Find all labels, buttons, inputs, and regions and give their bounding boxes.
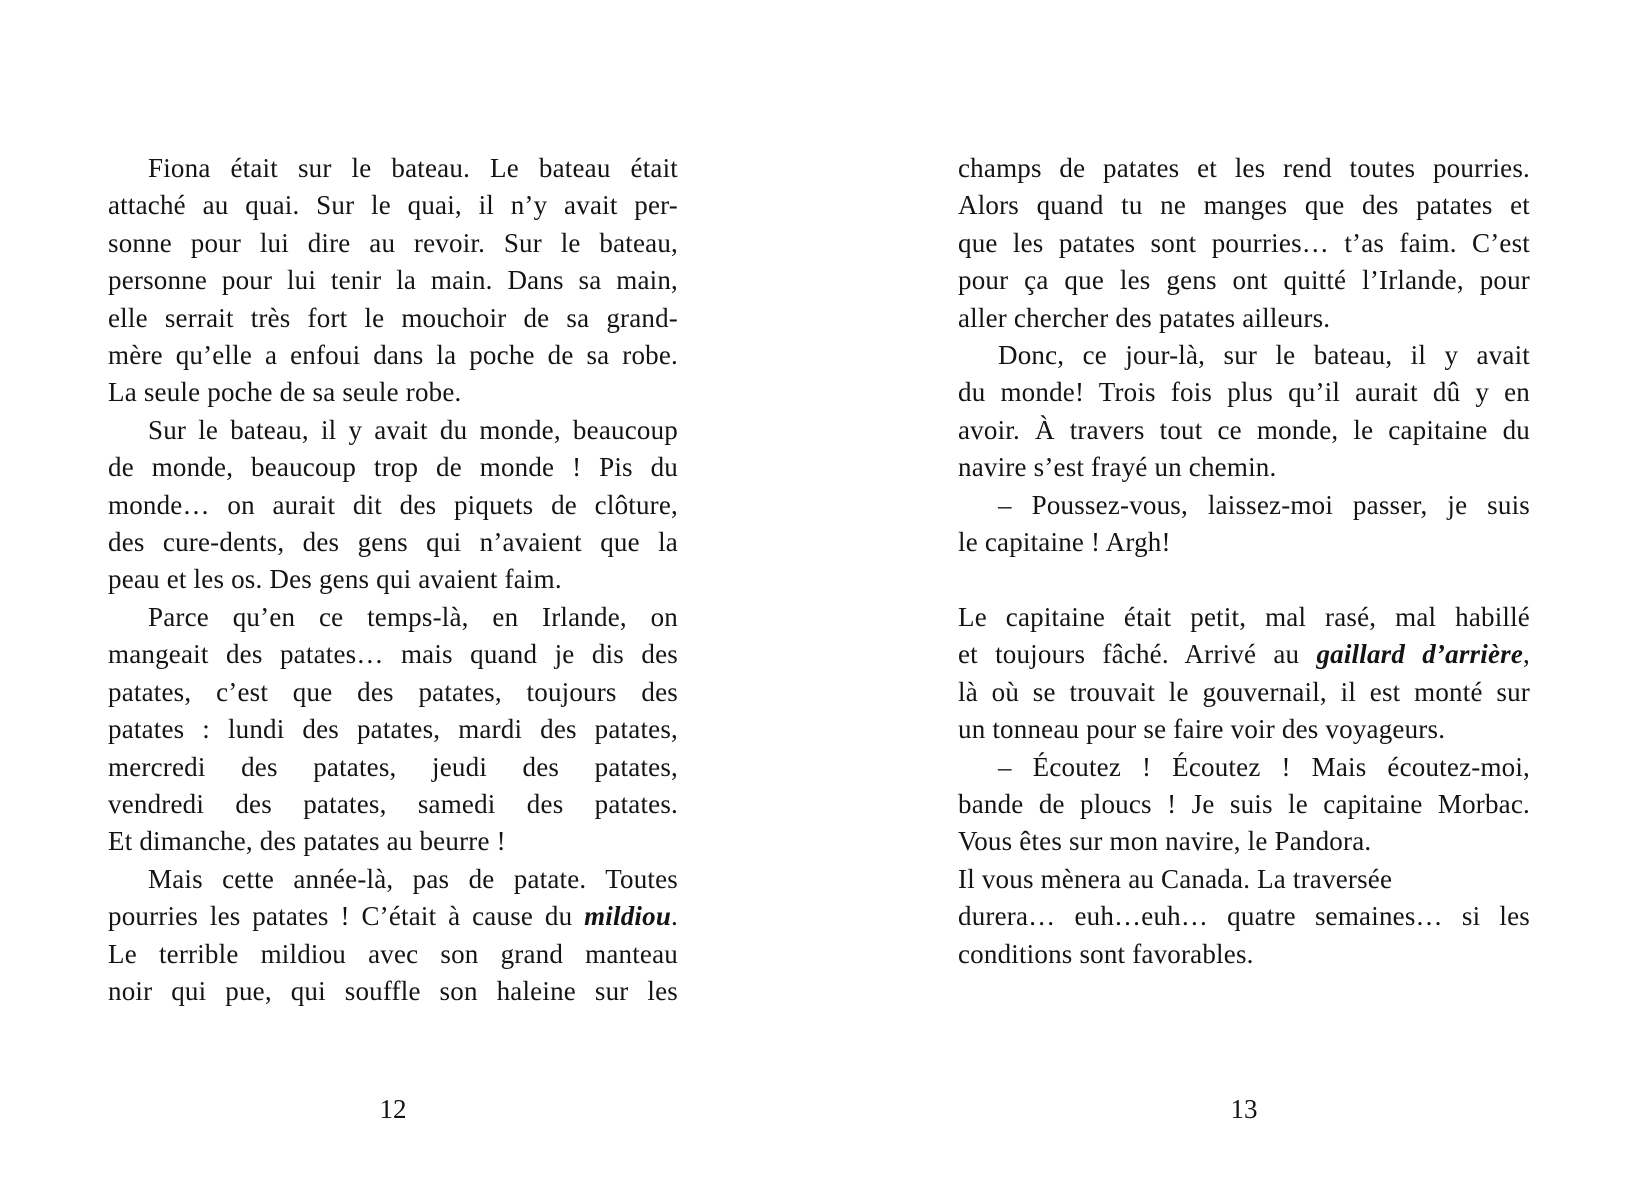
text-line bbox=[958, 487, 1530, 524]
text-line bbox=[958, 524, 1530, 561]
text-segment: , bbox=[1523, 639, 1530, 670]
text-line bbox=[958, 262, 1530, 299]
text-segment: Le terrible mildiou avec son grand manteau bbox=[108, 938, 678, 969]
page-left-number: 12 bbox=[379, 1094, 407, 1124]
text-line bbox=[108, 936, 678, 973]
text-line bbox=[958, 412, 1530, 449]
text-segment: – Écoutez ! Écoutez ! Mais écoutez-moi, bbox=[998, 751, 1530, 782]
text-segment: Alors quand tu ne manges que des patates et bbox=[958, 190, 1530, 221]
text-line bbox=[108, 524, 678, 561]
text-line bbox=[958, 374, 1530, 411]
text-line bbox=[958, 749, 1530, 786]
text-segment: patates : lundi des patates, mardi des patates, bbox=[108, 714, 678, 745]
text-line bbox=[108, 337, 678, 374]
text-segment: champs de patates et les rend toutes pourries. bbox=[958, 153, 1530, 183]
text-segment: avoir. À travers tout ce monde, le capitaine du bbox=[958, 414, 1530, 445]
text-segment: patates, c’est que des patates, toujours des bbox=[108, 676, 678, 707]
text-segment: mère qu’elle a enfoui dans la poche de sa robe. bbox=[108, 340, 678, 371]
page-right-text bbox=[958, 150, 1530, 973]
text-segment: là où se trouvait le gouvernail, il est monté sur bbox=[958, 676, 1530, 707]
text-segment: sonne pour lui dire au revoir. Sur le bateau, bbox=[108, 227, 678, 258]
text-line bbox=[108, 674, 678, 711]
text-segment: du monde! Trois fois plus qu’il aurait dû y en bbox=[958, 377, 1530, 408]
text-segment: pourries les patates ! C’était à cause du bbox=[108, 901, 585, 932]
text-segment: Il vous mènera au Canada. La traversée bbox=[958, 863, 1393, 894]
text-segment: Sur le bateau, il y avait du monde, beaucoup bbox=[148, 414, 678, 445]
text-line bbox=[108, 300, 678, 337]
text-line bbox=[108, 187, 678, 224]
text-segment: personne pour lui tenir la main. Dans sa main, bbox=[108, 265, 678, 296]
text-segment: que les patates sont pourries… t’as faim. C’est bbox=[958, 227, 1530, 258]
text-segment: Mais cette année-là, pas de patate. Toutes bbox=[148, 863, 678, 894]
text-line bbox=[958, 636, 1530, 673]
text-segment: conditions sont favorables. bbox=[958, 938, 1254, 969]
text-line bbox=[108, 150, 678, 187]
text-segment: peau et les os. Des gens qui avaient faim. bbox=[108, 564, 562, 595]
text-segment: Fiona était sur le bateau. Le bateau était bbox=[148, 153, 678, 183]
text-segment: noir qui pue, qui souffle son haleine sur les bbox=[108, 975, 678, 1006]
text-segment: Et dimanche, des patates au beurre ! bbox=[108, 826, 506, 857]
text-line bbox=[108, 749, 678, 786]
text-segment: des cure-dents, des gens qui n’avaient que la bbox=[108, 527, 678, 558]
text-line bbox=[108, 786, 678, 823]
text-segment: mercredi des patates, jeudi des patates, bbox=[108, 751, 678, 782]
text-segment: elle serrait très fort le mouchoir de sa grand- bbox=[108, 302, 678, 333]
text-segment: durera… euh…euh… quatre semaines… si les bbox=[958, 901, 1530, 932]
text-segment: Donc, ce jour-là, sur le bateau, il y avait bbox=[998, 340, 1530, 371]
text-segment: aller chercher des patates ailleurs. bbox=[958, 302, 1331, 333]
text-line bbox=[108, 262, 678, 299]
text-segment: . bbox=[671, 901, 678, 932]
text-segment: bande de ploucs ! Je suis le capitaine Morbac. bbox=[958, 788, 1530, 819]
text-line bbox=[108, 561, 678, 598]
text-line bbox=[958, 300, 1530, 337]
text-segment: Vous êtes sur mon navire, le Pandora. bbox=[958, 826, 1372, 857]
text-line bbox=[958, 599, 1530, 636]
text-segment: navire s’est frayé un chemin. bbox=[958, 452, 1277, 483]
text-line bbox=[958, 449, 1530, 486]
text-line bbox=[108, 449, 678, 486]
text-line bbox=[958, 674, 1530, 711]
emphasis-bold-italic: gaillard d’arrière bbox=[1316, 639, 1524, 670]
text-segment: attaché au quai. Sur le quai, il n’y avait per- bbox=[108, 190, 678, 221]
text-segment: – Poussez-vous, laissez-moi passer, je suis bbox=[998, 489, 1530, 520]
text-line bbox=[108, 823, 678, 860]
text-line bbox=[958, 823, 1530, 860]
text-segment: le capitaine ! Argh! bbox=[958, 527, 1171, 558]
text-line bbox=[958, 150, 1530, 187]
text-segment: un tonneau pour se faire voir des voyageurs. bbox=[958, 714, 1446, 745]
text-segment: La seule poche de sa seule robe. bbox=[108, 377, 462, 408]
text-segment: de monde, beaucoup trop de monde ! Pis du bbox=[108, 452, 678, 483]
text-segment: monde… on aurait dit des piquets de clôture, bbox=[108, 489, 678, 520]
blank-line bbox=[958, 561, 1530, 598]
text-segment: Le capitaine était petit, mal rasé, mal habillé bbox=[958, 601, 1530, 632]
text-line bbox=[958, 225, 1530, 262]
text-segment: pour ça que les gens ont quitté l’Irlande, pour bbox=[958, 265, 1530, 296]
text-line bbox=[958, 898, 1530, 935]
text-line bbox=[108, 898, 678, 935]
text-line bbox=[108, 711, 678, 748]
text-line bbox=[958, 711, 1530, 748]
text-line bbox=[958, 337, 1530, 374]
text-line bbox=[108, 636, 678, 673]
text-line bbox=[108, 861, 678, 898]
text-line bbox=[958, 861, 1530, 898]
page-left-text bbox=[108, 150, 678, 1010]
text-segment: Parce qu’en ce temps-là, en Irlande, on bbox=[148, 601, 678, 632]
text-line bbox=[108, 374, 678, 411]
text-line bbox=[108, 599, 678, 636]
text-line bbox=[108, 973, 678, 1010]
text-segment: vendredi des patates, samedi des patates. bbox=[108, 788, 678, 819]
text-line bbox=[108, 412, 678, 449]
text-segment: et toujours fâché. Arrivé au bbox=[958, 639, 1317, 670]
text-segment: mangeait des patates… mais quand je dis des bbox=[108, 639, 678, 670]
text-line bbox=[108, 487, 678, 524]
text-line bbox=[958, 786, 1530, 823]
text-line bbox=[958, 187, 1530, 224]
emphasis-bold-italic: mildiou bbox=[584, 901, 672, 932]
page-right-number: 13 bbox=[1230, 1094, 1258, 1124]
text-line bbox=[958, 936, 1530, 973]
text-line bbox=[108, 225, 678, 262]
